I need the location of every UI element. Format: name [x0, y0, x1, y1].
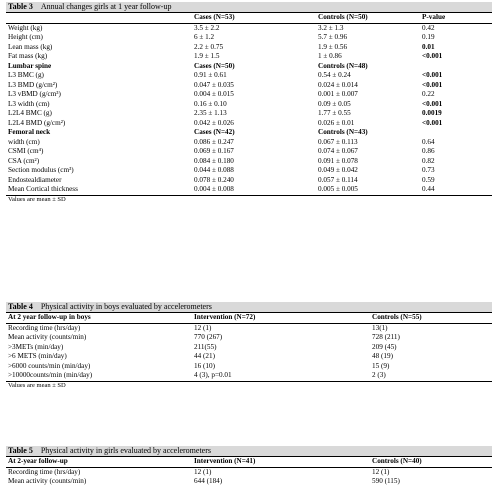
table-cell: 3.5 ± 2.2	[194, 23, 220, 32]
table-cell: Controls (N=48)	[318, 61, 368, 70]
table-3-body	[6, 13, 492, 196]
table-cell: 770 (267)	[194, 333, 223, 341]
table-row	[6, 371, 492, 381]
table-cell	[420, 128, 492, 138]
table-cell: 0.0019	[422, 109, 442, 117]
table-cell: <0.001	[422, 118, 443, 127]
table-5-grid	[6, 456, 492, 487]
table-cell: 0.09 ± 0.05	[318, 99, 351, 108]
table-cell: Controls (N=40)	[370, 457, 492, 468]
table-cell: width (cm)	[8, 137, 40, 146]
table-row	[6, 467, 492, 477]
table-cell: 0.01	[422, 42, 435, 51]
table-row	[6, 109, 492, 119]
table-cell: Recording time (hrs/day)	[8, 323, 81, 332]
table-cell: 0.82	[422, 156, 435, 165]
table-cell: 1 ± 0.86	[318, 52, 342, 60]
table-cell: 0.004 ± 0.015	[194, 90, 234, 98]
table-cell: At 2 year follow-up in boys	[6, 313, 192, 324]
table-row	[6, 166, 492, 176]
table-cell: L3 BMD (g/cm²)	[8, 80, 58, 89]
table-header-row	[6, 13, 492, 24]
table-cell: 16 (10)	[194, 361, 215, 370]
table-cell: 5.7 ± 0.96	[318, 33, 348, 41]
table-cell: 0.16 ± 0.10	[194, 99, 227, 108]
table-row	[6, 23, 492, 33]
table-cell: 0.086 ± 0.247	[194, 137, 234, 146]
table-cell: Controls (N=50)	[316, 13, 420, 24]
table-3-label: Table 3	[8, 2, 33, 11]
table-5-body	[6, 457, 492, 487]
table-cell: 0.067 ± 0.113	[318, 137, 358, 146]
table-cell: 644 (184)	[194, 477, 223, 485]
table-cell: Lumbar spine	[8, 61, 52, 70]
table-cell: 0.091 ± 0.078	[318, 156, 358, 165]
table-cell: 590 (115)	[372, 477, 400, 485]
table-row	[6, 147, 492, 157]
table-section-row	[6, 62, 492, 72]
table-cell: Intervention (N=72)	[192, 313, 370, 324]
table-cell: 2.2 ± 0.75	[194, 42, 224, 51]
table-cell: L3 vBMD (g/cm³)	[8, 90, 61, 98]
table-cell: Height (cm)	[8, 33, 43, 41]
table-cell: 12 (1)	[194, 467, 212, 476]
table-4-label: Table 4	[8, 302, 33, 311]
table-cell: Cases (N=53)	[192, 13, 316, 24]
table-row	[6, 157, 492, 167]
table-cell: Fat mass (kg)	[8, 52, 48, 60]
table-cell: Controls (N=43)	[318, 128, 368, 136]
table-row	[6, 185, 492, 195]
table-cell: 0.64	[422, 137, 435, 146]
table-cell: 1.9 ± 1.5	[194, 52, 220, 60]
table-cell: 0.001 ± 0.007	[318, 90, 358, 98]
table-3-title: Annual changes girls at 1 year follow-up	[40, 2, 172, 11]
table-3-footnote: Values are mean ± SD	[8, 195, 66, 203]
table-cell: 0.044 ± 0.088	[194, 166, 234, 174]
table-cell: 0.084 ± 0.180	[194, 156, 234, 165]
table-cell: 0.59	[422, 175, 435, 184]
table-cell: 0.005 ± 0.005	[316, 185, 420, 195]
table-cell: Mean Cortical thickness	[6, 185, 192, 195]
table-cell: <0.001	[422, 71, 443, 79]
table-row	[6, 43, 492, 53]
table-cell: 12 (1)	[372, 467, 390, 476]
table-cell: 0.074 ± 0.067	[318, 147, 358, 155]
table-cell	[420, 62, 492, 72]
table-cell: 6 ± 1.2	[194, 33, 215, 41]
table-cell: 4 (3), p=0.01	[192, 371, 370, 381]
table-cell: 13(1)	[372, 323, 388, 332]
table-cell: 211(55)	[194, 342, 217, 351]
table-cell: 3.2 ± 1.3	[318, 23, 344, 32]
table-row	[6, 176, 492, 186]
table-row	[6, 343, 492, 353]
table-4-body	[6, 313, 492, 382]
table-cell: 0.54 ± 0.24	[318, 71, 351, 79]
table-cell: At 2-year follow-up	[6, 457, 192, 468]
table-cell: Cases (N=42)	[194, 128, 235, 136]
table-cell: 12 (1)	[194, 323, 212, 332]
table-row	[6, 33, 492, 43]
table-cell: 0.19	[422, 33, 435, 41]
table-row	[6, 119, 492, 129]
table-cell: 0.004 ± 0.008	[192, 185, 316, 195]
table-row	[6, 138, 492, 148]
table-cell: 0.73	[422, 166, 435, 174]
table-cell: 2.35 ± 1.13	[194, 109, 227, 117]
table-cell: Femoral neck	[8, 128, 51, 136]
table-cell: 0.069 ± 0.167	[194, 147, 234, 155]
table-header-row	[6, 457, 492, 468]
table-cell: <0.001	[422, 99, 443, 108]
table-row	[6, 90, 492, 100]
table-cell: 15 (9)	[372, 361, 390, 370]
table-cell: 44 (21)	[194, 352, 215, 360]
table-row	[6, 352, 492, 362]
table-5-label: Table 5	[8, 446, 33, 455]
table-cell: Weight (kg)	[8, 23, 43, 32]
table-row	[6, 52, 492, 62]
table-cell: Recording time (hrs/day)	[8, 467, 81, 476]
table-cell: 0.047 ± 0.035	[194, 80, 234, 89]
table-4-title: Physical activity in boys evaluated by accelerometers	[40, 302, 212, 311]
table-cell: >6 METS (min/day)	[8, 352, 67, 360]
table-cell: 0.91 ± 0.61	[194, 71, 227, 79]
table-cell: 1.77 ± 0.55	[318, 109, 351, 117]
table-section-row	[6, 128, 492, 138]
table-row	[6, 333, 492, 343]
table-cell: 2 (3)	[370, 371, 492, 381]
table-cell: 0.86	[422, 147, 435, 155]
table-cell: CSA (cm²)	[8, 156, 40, 165]
table-cell: 0.44	[420, 185, 492, 195]
table-row	[6, 81, 492, 91]
table-cell: >10000counts/min (min/day)	[6, 371, 192, 381]
table-cell: 0.22	[422, 90, 435, 98]
table-cell: 728 (211)	[372, 333, 400, 341]
table-cell: 0.42	[422, 23, 435, 32]
table-3-caption	[6, 2, 492, 12]
table-cell: Cases (N=50)	[194, 61, 235, 70]
table-cell: 0.057 ± 0.114	[318, 175, 358, 184]
table-cell: 0.024 ± 0.014	[318, 80, 358, 89]
table-row	[6, 100, 492, 110]
table-cell: 48 (19)	[372, 352, 393, 360]
table-cell	[6, 13, 192, 24]
table-cell: Mean activity (counts/min)	[8, 477, 87, 485]
table-cell: >3METs (min/day)	[8, 342, 64, 351]
table-4-caption	[6, 302, 492, 312]
table-row	[6, 362, 492, 372]
table-cell: P-value	[420, 13, 492, 24]
table-cell: Section modulus (cm³)	[8, 166, 74, 174]
table-3	[6, 2, 492, 204]
table-5-caption	[6, 446, 492, 456]
table-cell: Mean activity (counts/min)	[8, 333, 87, 341]
table-cell: >6000 counts/min (min/day)	[8, 361, 91, 370]
table-cell: L2L4 BMD (g/cm²)	[8, 118, 66, 127]
table-cell: L2L4 BMC (g)	[8, 109, 52, 117]
table-cell: <0.001	[422, 52, 443, 60]
table-cell: 0.049 ± 0.042	[318, 166, 358, 174]
table-cell: 209 (45)	[372, 342, 397, 351]
table-cell: L3 width (cm)	[8, 99, 50, 108]
table-cell: Lean mass (kg)	[8, 42, 53, 51]
table-4	[6, 302, 492, 390]
table-row	[6, 477, 492, 487]
table-cell: 0.026 ± 0.01	[318, 118, 355, 127]
table-4-footnote: Values are mean ± SD	[8, 381, 66, 389]
table-5	[6, 446, 492, 487]
table-4-grid	[6, 312, 492, 382]
table-header-row	[6, 313, 492, 324]
table-cell: 0.042 ± 0.026	[194, 118, 234, 127]
table-cell: CSMI (cm⁴)	[8, 147, 44, 155]
table-3-grid	[6, 12, 492, 196]
table-cell: L3 BMC (g)	[8, 71, 44, 79]
table-row	[6, 71, 492, 81]
table-cell: 0.078 ± 0.240	[194, 175, 234, 184]
table-5-title: Physical activity in girls evaluated by accelerometers	[40, 446, 211, 455]
table-cell: <0.001	[422, 80, 443, 89]
table-row	[6, 323, 492, 333]
table-cell: Intervention (N=41)	[192, 457, 370, 468]
table-cell: Controls (N=55)	[370, 313, 492, 324]
table-cell: Endostealdiameter	[8, 175, 62, 184]
table-cell: 1.9 ± 0.56	[318, 42, 348, 51]
